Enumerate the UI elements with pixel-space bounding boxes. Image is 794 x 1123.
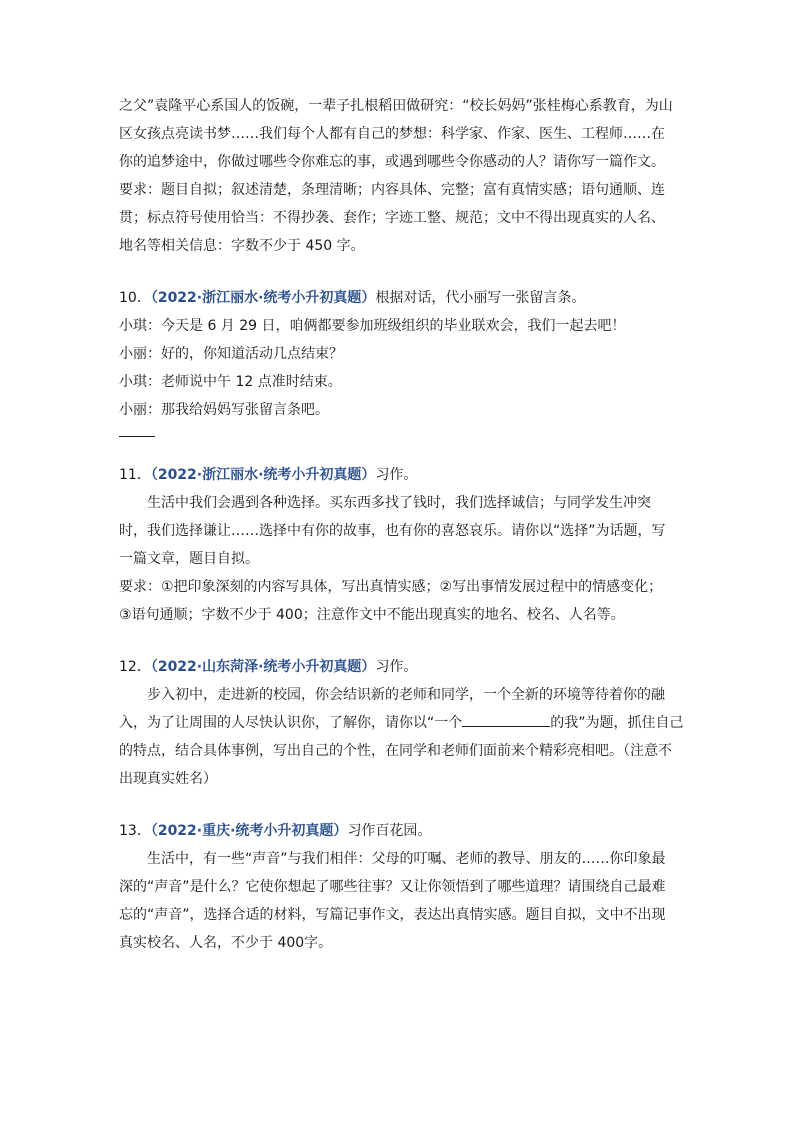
document-page [119, 92, 684, 957]
dialogue-line: 小琪：老师说中午 12 点准时结束。 [119, 374, 342, 390]
dialogue-line: 小丽：那我给妈妈写张留言条吧。 [119, 402, 329, 418]
question-title: 习作。 [375, 659, 418, 675]
text-line: 区女孩点亮读书梦……我们每个人都有自己的梦想：科学家、作家、医生、工程师……在 [119, 126, 665, 142]
question-number: 12． [119, 659, 151, 675]
question-number: 13． [119, 823, 151, 839]
text-segment: 入，为了让周围的人尽快认识你，了解你，请你以“一个 [119, 715, 463, 731]
text-line: 出现真实姓名） [119, 771, 217, 787]
question-header [119, 284, 679, 312]
text-line: ③语句通顺；字数不少于 400；注意作文中不能出现真实的地名、校名、人名等。 [119, 607, 625, 623]
text-line: 一篇文章，题目自拟。 [119, 551, 259, 567]
text-line: 忘的“声音”，选择合适的材料，写篇记事作文，表达出真情实感。题目自拟，文中不出现 [119, 907, 666, 923]
question-10 [119, 284, 679, 437]
question-source: （2022·浙江丽水·统考小升初真题） [150, 290, 376, 306]
text-line: 生活中，有一些“声音”与我们相伴：父母的叮嘱、老师的教导、朋友的……你印象最 [147, 851, 666, 867]
text-segment: 的我”为题，抓住自己 [550, 715, 684, 731]
text-line: 贯；标点符号使用恰当：不得抄袭、套作；字迹工整、规范；文中不得出现真实的人名、 [119, 210, 665, 226]
text-line: 时，我们选择谦让……选择中有你的故事，也有你的喜怒哀乐。请你以“选择”为话题，写 [119, 523, 666, 539]
text-line: 的特点，结合具体事例，写出自己的个性，在同学和老师们面前来个精彩亮相吧。（注意不 [119, 743, 672, 759]
question-13 [119, 817, 679, 957]
question-11 [119, 461, 679, 629]
question-header [119, 653, 679, 681]
text-line: 地名等相关信息：字数不少于 450 字。 [119, 238, 365, 254]
text-line: 步入初中，走进新的校园，你会结识新的老师和同学，一个全新的环境等待着你的融 [147, 687, 665, 703]
question-title: 根据对话，代小丽写一张留言条。 [375, 290, 586, 306]
intro-paragraph [119, 92, 679, 260]
question-source: （2022·山东菏泽·统考小升初真题） [150, 659, 376, 675]
text-line: 要求：题目自拟；叙述清楚，条理清晰；内容具体、完整；富有真情实感；语句通顺、连 [119, 182, 665, 198]
fill-blank [462, 710, 550, 727]
question-number: 11． [119, 467, 151, 483]
text-line: 之父”袁隆平心系国人的饭碗，一辈子扎根稻田做研究：“校长妈妈”张桂梅心系教育，为山 [119, 98, 673, 114]
text-line: 深的“声音”是什么？它使你想起了哪些往事？又让你领悟到了哪些道理？请围绕自己最难 [119, 879, 666, 895]
question-title: 习作百花园。 [347, 823, 432, 839]
question-source: （2022·浙江丽水·统考小升初真题） [150, 467, 376, 483]
question-number: 10． [119, 290, 151, 306]
question-header [119, 817, 679, 845]
question-12 [119, 653, 684, 793]
dialogue-line: 小丽：好的，你知道活动几点结束？ [119, 346, 343, 362]
dialogue-line: 小琪：今天是 6 月 29 日，咱俩都要参加班级组织的毕业联欢会，我们一起去吧！ [119, 318, 626, 334]
question-header [119, 461, 679, 489]
text-line: 要求：①把印象深刻的内容写具体，写出真情实感；②写出事情发展过程中的情感变化； [119, 579, 663, 595]
text-line: 真实校名、人名，不少于 400字。 [119, 935, 333, 951]
question-title: 习作。 [375, 467, 418, 483]
question-source: （2022·重庆·统考小升初真题） [150, 823, 348, 839]
text-line: 你的追梦途中，你做过哪些令你难忘的事，或遇到哪些令你感动的人？请你写一篇作文。 [119, 154, 665, 170]
text-line: 生活中我们会遇到各种选择。买东西多找了钱时，我们选择诚信；与同学发生冲突 [147, 495, 651, 511]
text-line-with-blank [119, 709, 684, 737]
